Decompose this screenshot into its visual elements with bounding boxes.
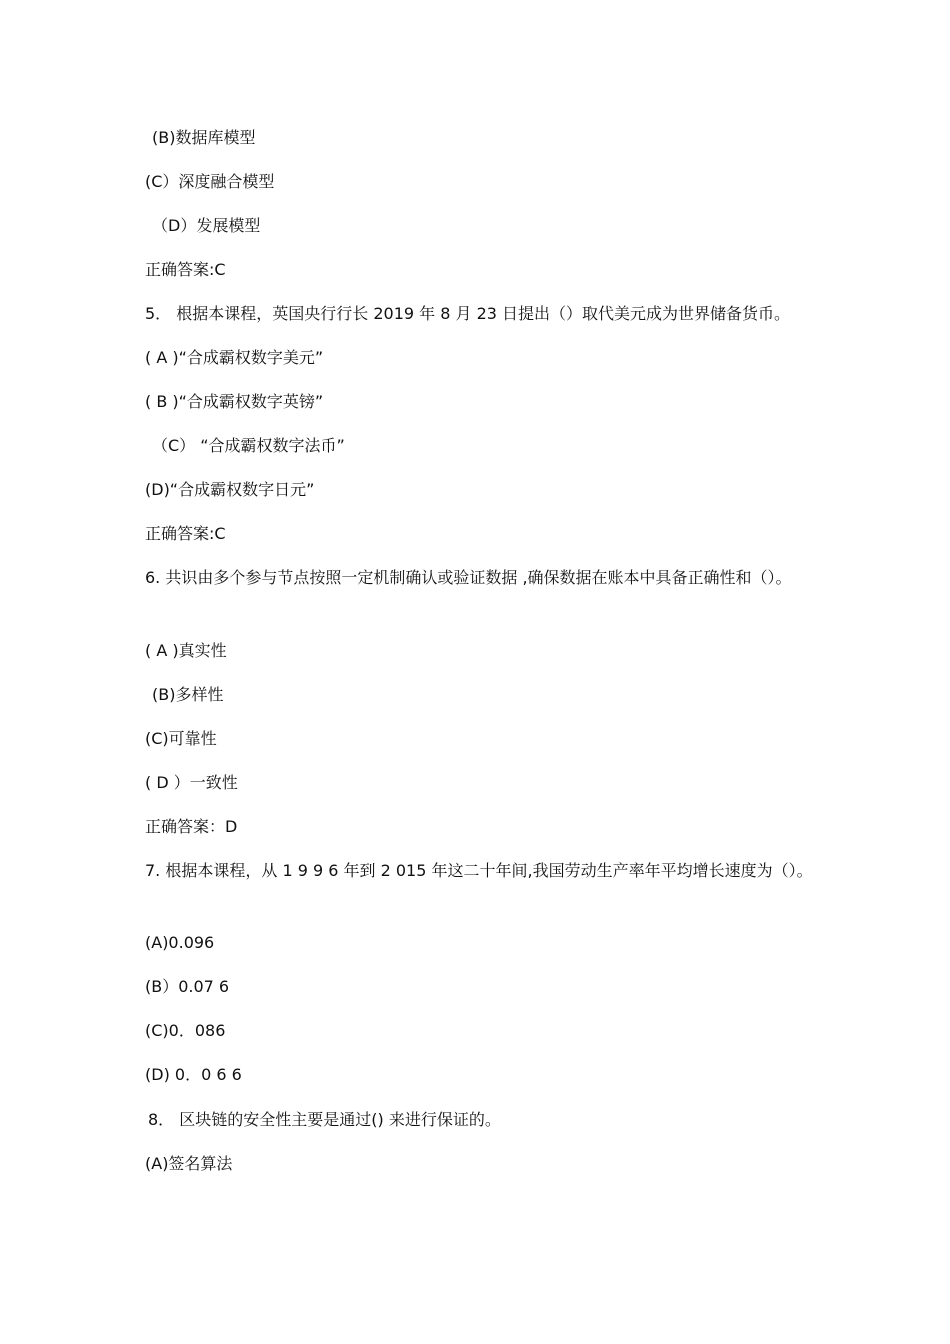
q6-option-c: (C)可靠性 — [145, 729, 217, 748]
q7-option-a: (A)0.096 — [145, 933, 215, 952]
q6-answer: 正确答案：D — [145, 817, 238, 836]
q4-option-c: (C）深度融合模型 — [145, 172, 275, 191]
q5-option-c: （C） “合成霸权数字法币” — [152, 436, 345, 455]
q8-option-a: (A)签名算法 — [145, 1154, 233, 1173]
q8-question: 8． 区块链的安全性主要是通过() 来进行保证的。 — [148, 1110, 501, 1129]
q7-option-c: (C)0．086 — [145, 1021, 226, 1040]
q5-answer: 正确答案:C — [145, 524, 226, 543]
q6-option-b: (B)多样性 — [152, 685, 224, 704]
q4-answer: 正确答案:C — [145, 260, 226, 279]
q6-option-d: ( D ）一致性 — [145, 773, 238, 792]
q7-option-d: (D) 0．0 6 6 — [145, 1065, 242, 1084]
q5-option-b: ( B )“合成霸权数字英镑” — [145, 392, 324, 411]
q6-question: 6. 共识由多个参与节点按照一定机制确认或验证数据 ,确保数据在账本中具备正确性和（）。 — [145, 568, 792, 587]
q5-question: 5． 根据本课程，英国央行行长 2019 年 8 月 23 日提出（）取代美元成为世界储备货币。 — [145, 304, 791, 323]
q5-option-d: (D)“合成霸权数字日元” — [145, 480, 315, 499]
q4-option-b: (B)数据库模型 — [152, 128, 256, 147]
q5-option-a: ( A )“合成霸权数字美元” — [145, 348, 324, 367]
q4-option-d: （D）发展模型 — [152, 216, 261, 235]
q7-option-b: (B）0.07 6 — [145, 977, 230, 996]
q7-question: 7. 根据本课程，从 1 9 9 6 年到 2 015 年这二十年间,我国劳动生产率年平均增长速度为（）。 — [145, 861, 813, 880]
q6-option-a: ( A )真实性 — [145, 641, 227, 660]
